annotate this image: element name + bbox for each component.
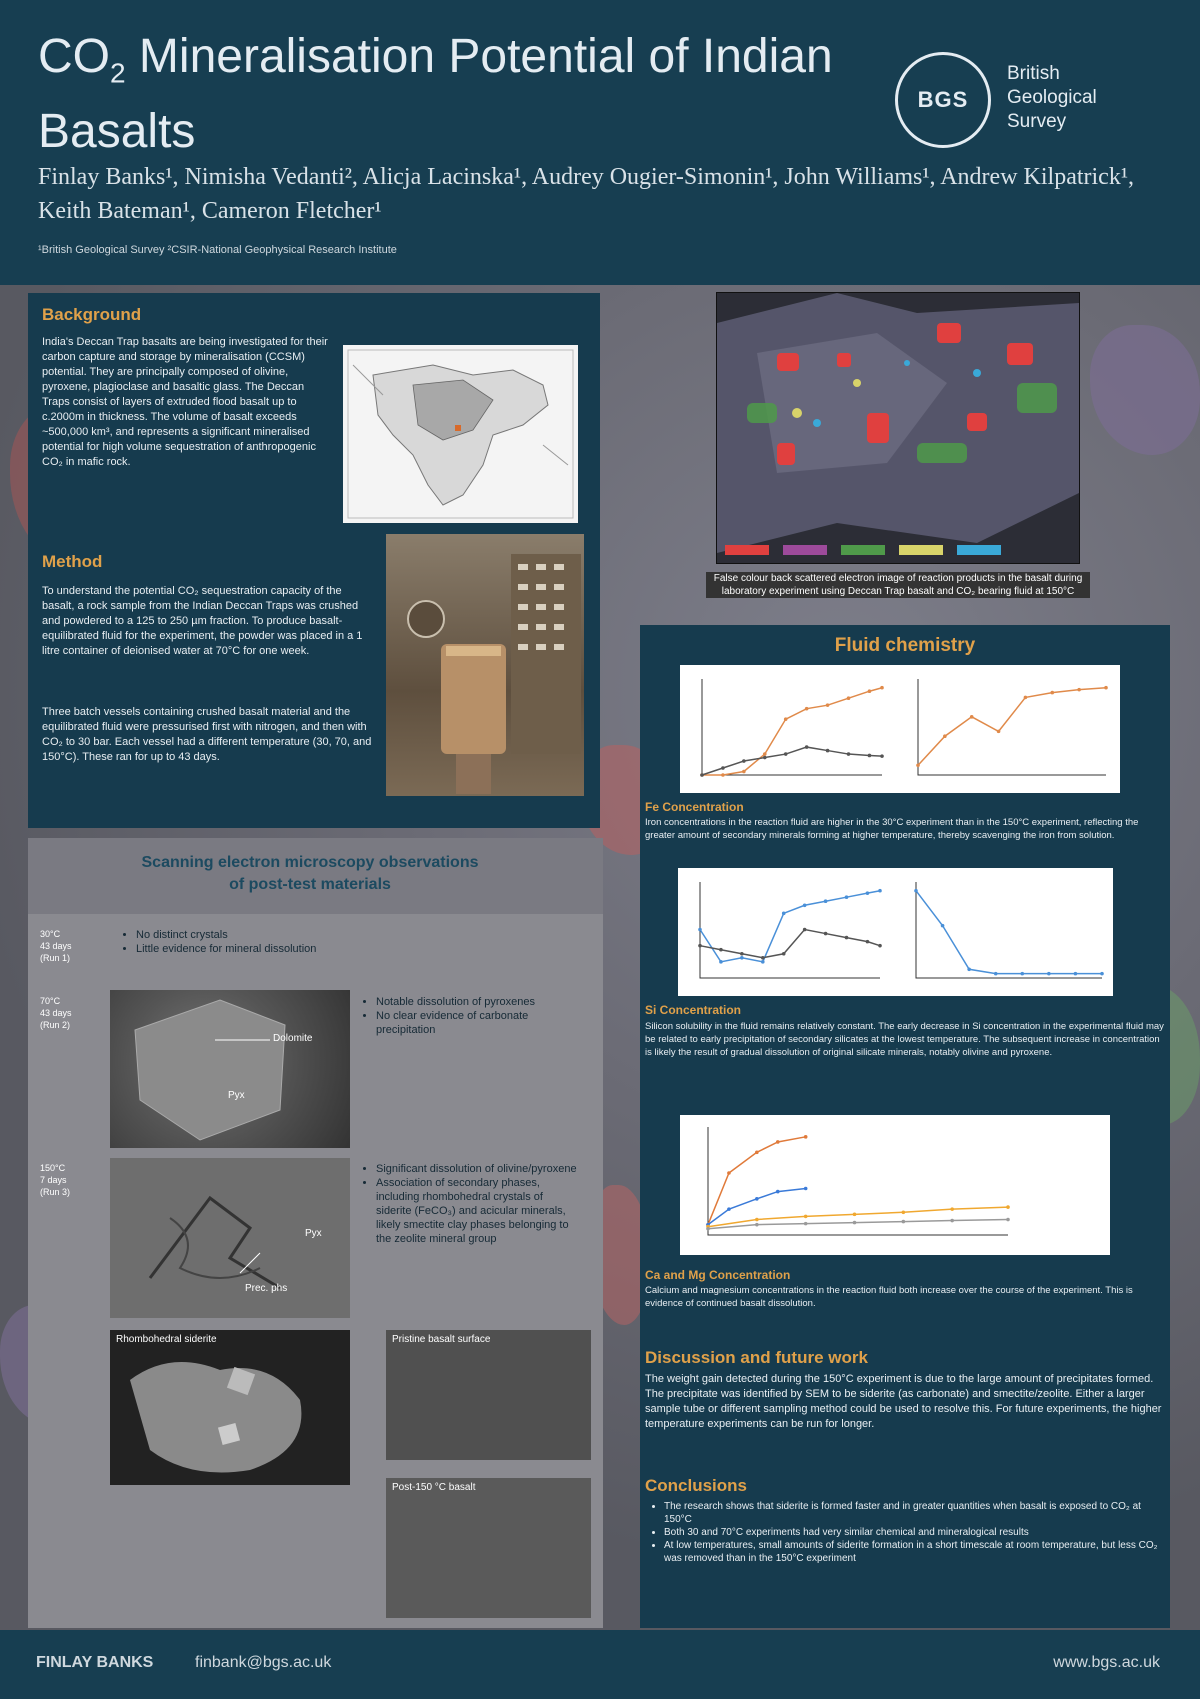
data-point <box>742 770 746 774</box>
si-heading: Si Concentration <box>645 1003 742 1017</box>
data-point <box>782 912 786 916</box>
data-point <box>698 944 702 948</box>
data-point <box>763 756 767 760</box>
discussion-text: The weight gain detected during the 150°C experiment is due to the large amount of precipitates formed. The precipitate was identified by SEM to be siderite (as carbonate) and smectite/zeolite. Either a larger sample tube or different sampling method could be used to resolve this. For future experiments, the higher temperature experiments can be run for longer. <box>645 1373 1162 1430</box>
author-list: Finlay Banks¹, Nimisha Vedanti², Alicja Lacinska¹, Audrey Ougier-Simonin¹, John Williams¹, Andrew Kilpatrick¹, Keith Bateman¹, Cameron Fletcher¹ <box>38 164 1135 224</box>
legend-swatch <box>841 545 885 555</box>
data-point <box>914 889 918 893</box>
sem-image-70c <box>110 990 350 1148</box>
sem-label-precipitate: Prec. phs <box>245 1283 288 1294</box>
series-line <box>700 930 880 958</box>
legend-swatch <box>899 545 943 555</box>
data-point <box>847 752 851 756</box>
list-item: • Notable dissolution of pyroxenes <box>376 995 577 1009</box>
data-point <box>804 1135 808 1139</box>
data-point <box>1047 972 1051 976</box>
data-point <box>902 1210 906 1214</box>
bse-legend <box>717 541 1079 561</box>
data-point <box>784 717 788 721</box>
data-point <box>866 891 870 895</box>
discussion-heading: Discussion and future work <box>645 1348 868 1367</box>
data-point <box>740 952 744 956</box>
legend-swatch <box>725 545 769 555</box>
data-point <box>1104 686 1108 690</box>
data-point <box>1050 691 1054 695</box>
data-point <box>943 734 947 738</box>
sem-row3-bullets <box>362 1162 577 1246</box>
data-point <box>824 932 828 936</box>
poster-title: $CO_2$ Mineralisation Potential of Indian Basalts <box>38 30 833 158</box>
footer-name: FINLAY BANKS <box>36 1654 154 1671</box>
si-chart-box <box>678 868 1113 996</box>
data-point <box>782 952 786 956</box>
list-item: • Association of secondary phases, including rhombohedral crystals of siderite (FeCO₃) and acicular minerals, likely smectite clay phases belonging to the zeolite mineral group <box>376 1176 577 1246</box>
data-point <box>755 1197 759 1201</box>
logo-org-name: British Geological Survey <box>1007 63 1097 132</box>
india-map-figure <box>343 345 578 523</box>
sem-row1-label: 30°C 43 days (Run 1) <box>40 929 72 963</box>
data-point <box>853 1213 857 1217</box>
data-point <box>805 745 809 749</box>
data-point <box>763 752 767 756</box>
sem-label-post-150: Post-150 °C basalt <box>392 1482 476 1493</box>
series-line <box>708 1207 1008 1227</box>
data-point <box>824 899 828 903</box>
fe-concentration-charts <box>680 665 1120 793</box>
data-point <box>727 1171 731 1175</box>
data-point <box>742 759 746 763</box>
data-point <box>941 924 945 928</box>
data-point <box>698 928 702 932</box>
sem-row2-label: 70°C 43 days (Run 2) <box>40 996 72 1030</box>
data-point <box>950 1219 954 1223</box>
background-heading: Background <box>42 305 142 324</box>
data-point <box>1006 1205 1010 1209</box>
data-point <box>1020 972 1024 976</box>
bgs-logo <box>895 52 1145 152</box>
method-heading: Method <box>42 552 103 571</box>
si-text: Silicon solubility in the fluid remains relatively constant. The early decrease in Si concentration in the experimental fluid may be related to early precipitation of secondary silicates at the lowest temperature. The subsequent increase in concentration is likely the result of gradual dissolution of original silicate minerals, notably olivine and pyroxene. <box>645 1021 1164 1058</box>
list-item: • At low temperatures, small amounts of siderite formation in a short timescale at room temperature, but less CO₂ was removed than in the 150°C experiment <box>664 1539 1158 1565</box>
data-point <box>727 1207 731 1211</box>
data-point <box>761 960 765 964</box>
data-point <box>719 948 723 952</box>
data-point <box>880 686 884 690</box>
data-point <box>868 754 872 758</box>
data-point <box>878 944 882 948</box>
data-point <box>719 960 723 964</box>
series-line <box>708 1137 806 1225</box>
sem-row3-label: 150°C 7 days (Run 3) <box>40 1163 71 1197</box>
series-line <box>918 688 1106 766</box>
legend-swatch <box>783 545 827 555</box>
sem-label-pyx: Pyx <box>228 1090 245 1101</box>
series-line <box>702 747 882 775</box>
data-point <box>967 967 971 971</box>
list-item: • Significant dissolution of olivine/pyroxene <box>376 1162 577 1176</box>
data-point <box>804 1222 808 1226</box>
data-point <box>721 766 725 770</box>
bse-caption: False colour back scattered electron image of reaction products in the basalt during laboratory experiment using Deccan Trap basalt and CO₂ bearing fluid at 150°C <box>706 572 1090 598</box>
camg-text: Calcium and magnesium concentrations in the reaction fluid both increase over the course of the experiment. This is evidence of continued basalt dissolution. <box>645 1285 1133 1309</box>
data-point <box>1074 972 1078 976</box>
sem-label-pristine: Pristine basalt surface <box>392 1334 491 1345</box>
data-point <box>880 754 884 758</box>
data-point <box>803 903 807 907</box>
sem-image-150c <box>110 1158 350 1318</box>
legend-swatch <box>957 545 1001 555</box>
data-point <box>804 1187 808 1191</box>
data-point <box>776 1140 780 1144</box>
sem-row1-bullets <box>122 928 522 956</box>
data-point <box>1006 1218 1010 1222</box>
background-text: India's Deccan Trap basalts are being investigated for their carbon capture and storage by mineralisation (CCSM) potential. They are principally composed of olivine, pyroxene, plagioclase and basaltic glass. The Deccan Traps consist of layers of extruded flood basalt up to c.2000m in thickness. The volume of basalt exceeds ~500,000 km³, and represents a significant mineralised potential for high volume sequestration of anthropogenic CO₂ in mafic rock. <box>42 336 328 468</box>
conclusions-heading: Conclusions <box>645 1476 748 1495</box>
data-point <box>994 972 998 976</box>
data-point <box>721 773 725 777</box>
footer-website[interactable]: www.bgs.ac.uk <box>1053 1654 1160 1671</box>
sem-label-pyx: Pyx <box>305 1228 322 1239</box>
fe-chart-box <box>680 665 1120 793</box>
chart-axes <box>916 882 1102 978</box>
data-point <box>706 1227 710 1231</box>
list-item: • The research shows that siderite is formed faster and in greater quantities when basalt is exposed to CO₂ at 150°C <box>664 1500 1158 1526</box>
footer-email[interactable]: finbank@bgs.ac.uk <box>195 1654 332 1671</box>
data-point <box>755 1223 759 1227</box>
data-point <box>805 707 809 711</box>
sem-label-rhombohedral-siderite: Rhombohedral siderite <box>116 1334 217 1345</box>
data-point <box>1024 696 1028 700</box>
data-point <box>700 773 704 777</box>
data-point <box>970 715 974 719</box>
list-item: • Both 30 and 70°C experiments had very similar chemical and mineralogical results <box>664 1526 1158 1539</box>
data-point <box>761 956 765 960</box>
list-item: • No distinct crystals <box>136 928 522 942</box>
fe-heading: Fe Concentration <box>645 800 744 814</box>
data-point <box>826 703 830 707</box>
bgs-seal-icon: BGS <box>895 52 991 148</box>
bse-false-colour-image <box>716 292 1080 564</box>
data-point <box>826 749 830 753</box>
data-point <box>803 928 807 932</box>
data-point <box>845 895 849 899</box>
sem-image-post-150 <box>386 1478 591 1618</box>
data-point <box>740 956 744 960</box>
series-line <box>702 688 882 775</box>
data-point <box>1100 972 1104 976</box>
data-point <box>847 696 851 700</box>
camg-chart-box <box>680 1115 1110 1255</box>
data-point <box>853 1221 857 1225</box>
list-item: • Little evidence for mineral dissolution <box>136 942 522 956</box>
method-text-2: Three batch vessels containing crushed basalt material and the equilibrated fluid were pressurised first with nitrogen, and then with CO₂ to 30 bar. Each vessel had a different temperature (30, 70, and 150°C). These ran for up to 43 days. <box>42 706 372 763</box>
data-point <box>755 1218 759 1222</box>
fe-text: Iron concentrations in the reaction fluid are higher in the 30°C experiment than in the 150°C experiment, reflecting the greater amount of secondary minerals forming at higher temperature, thereby scavenging the iron from solution. <box>645 817 1139 841</box>
sem-image-siderite <box>110 1330 350 1485</box>
list-item: • No clear evidence of carbonate precipitation <box>376 1009 577 1037</box>
sem-image-pristine <box>386 1330 591 1460</box>
ca-mg-concentration-chart <box>680 1115 1110 1255</box>
data-point <box>845 936 849 940</box>
data-point <box>868 689 872 693</box>
sem-label-dolomite: Dolomite <box>273 1033 313 1044</box>
data-point <box>804 1215 808 1219</box>
fluid-chemistry-heading: Fluid chemistry <box>834 635 976 656</box>
series-line <box>708 1219 1008 1228</box>
data-point <box>755 1151 759 1155</box>
data-point <box>866 940 870 944</box>
sem-title: Scanning electron microscopy observations of post-test materials <box>141 854 479 893</box>
reactor-vessel-photo <box>386 534 584 796</box>
method-text-1: To understand the potential CO₂ sequestration capacity of the basalt, a rock sample from the Indian Deccan Traps was crushed and powdered to a 125 to 250 µm fraction. To produce basalt-equilibrated fluid for the experiment, the powder was placed in a 1 litre container of deionised water at 70°C for one week. <box>42 585 363 657</box>
data-point <box>916 764 920 768</box>
data-point <box>776 1190 780 1194</box>
data-point <box>950 1207 954 1211</box>
series-line <box>916 891 1102 974</box>
chart-axes <box>702 679 882 775</box>
chart-axes <box>708 1127 1008 1235</box>
conclusions-list <box>648 1500 1158 1565</box>
data-point <box>997 730 1001 734</box>
data-point <box>878 889 882 893</box>
data-point <box>902 1220 906 1224</box>
si-concentration-charts <box>678 868 1113 996</box>
sem-row2-bullets <box>362 995 577 1037</box>
chart-axes <box>918 679 1106 775</box>
data-point <box>1077 688 1081 692</box>
data-point <box>784 752 788 756</box>
affiliations: ¹British Geological Survey ²CSIR-National Geophysical Research Institute <box>38 244 397 256</box>
camg-heading: Ca and Mg Concentration <box>645 1268 791 1282</box>
